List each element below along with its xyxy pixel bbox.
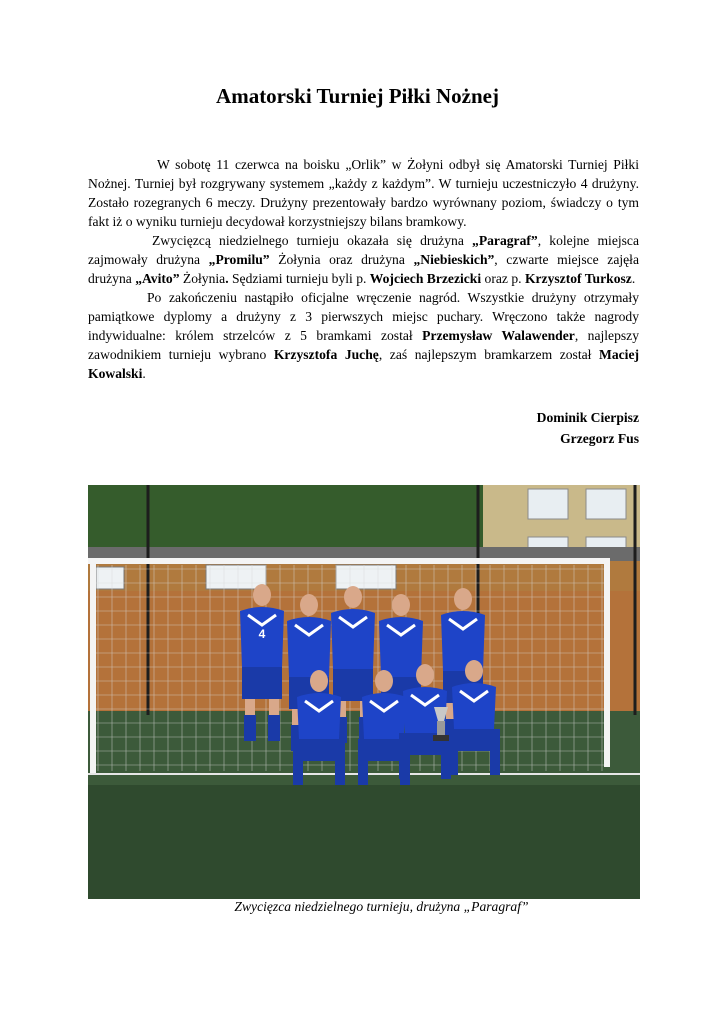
paragraph-awards: Po zakończeniu nastąpiło oficjalne wręczenie nagród. Wszystkie drużyny otrzymały pamiątkowe dyplomy a drużyny z 3 pierwszych miejsc puchary. Wręczono także nagrody indywidualne: królem strzelców z 5 bramkami został Przemysław Walawender, najlepszy zawodnikiem turnieju wybrano Krzysztofa Juchę, zaś najlepszym bramkarzem został Maciej Kowalski. xyxy=(88,290,640,381)
photo-caption: Zwycięzca niedzielnego turnieju, drużyna „Paragraf” xyxy=(234,899,529,914)
player-front-2-head xyxy=(375,670,393,692)
top-scorer-name: Przemysław Walawender xyxy=(422,328,575,343)
jersey-number-label: 4 xyxy=(258,627,266,641)
best-player-name: Krzysztofa Juchę xyxy=(273,347,379,362)
player-back-1-head xyxy=(253,584,271,606)
player-front-2-jersey xyxy=(362,693,406,739)
team-name-niebieskich: „Niebieskich” xyxy=(413,252,495,267)
player-front-4-jersey xyxy=(452,683,496,729)
referee-name-1: Wojciech Brzezicki xyxy=(369,271,482,286)
player-front-3-head xyxy=(416,664,434,686)
article-body xyxy=(88,155,639,383)
player-back-5-head xyxy=(454,588,472,610)
team-name-promilu: „Promilu” xyxy=(208,252,270,267)
player-front-1-jersey xyxy=(297,693,341,739)
team-photo-illustration xyxy=(88,485,640,899)
team-photo xyxy=(88,485,640,899)
player-front-4-head xyxy=(465,660,483,682)
player-back-4-head xyxy=(392,594,410,616)
author-signatures xyxy=(537,407,639,449)
author-name-2: Grzegorz Fus xyxy=(560,431,639,446)
player-back-3-head xyxy=(344,586,362,608)
player-front-1-head xyxy=(310,670,328,692)
paragraph-results: Zwycięzcą niedzielnego turnieju okazała się drużyna „Paragraf”, kolejne miejsca zajmowały drużyna „Promilu” Żołynia oraz drużyna „Niebieskich”, czwarte miejsce zajęła drużyna „Avito” Żołynia. Sędziami turnieju byli p. Wojciech Brzezicki oraz p. Krzysztof Turkosz. xyxy=(88,233,639,286)
player-back-4-jersey xyxy=(379,617,423,677)
best-goalkeeper-name: Maciej Kowalski xyxy=(88,347,640,381)
player-back-2-jersey xyxy=(287,617,331,677)
article-title: Amatorski Turniej Piłki Nożnej xyxy=(216,84,499,108)
player-back-3-jersey xyxy=(331,609,375,669)
paragraph-intro: W sobotę 11 czerwca na boisku „Orlik” w Żołyni odbył się Amatorski Turniej Piłki Nożnej. Turniej był rozgrywany systemem „każdy z każdym”. W turnieju uczestniczyło 4 drużyny. Zostało rozegranych 6 meczy. Drużyny prezentowały bardzo wyrównany poziom, świadczy o tym fakt iż o wyniku turnieju decydował korzystniejszy bilans bramkowy. xyxy=(88,157,639,229)
player-back-2-head xyxy=(300,594,318,616)
team-name-paragraf: „Paragraf” xyxy=(472,233,538,248)
team-name-avito: „Avito” xyxy=(135,271,180,286)
author-name-1: Dominik Cierpisz xyxy=(536,410,639,425)
referee-name-2: Krzysztof Turkosz xyxy=(524,271,632,286)
